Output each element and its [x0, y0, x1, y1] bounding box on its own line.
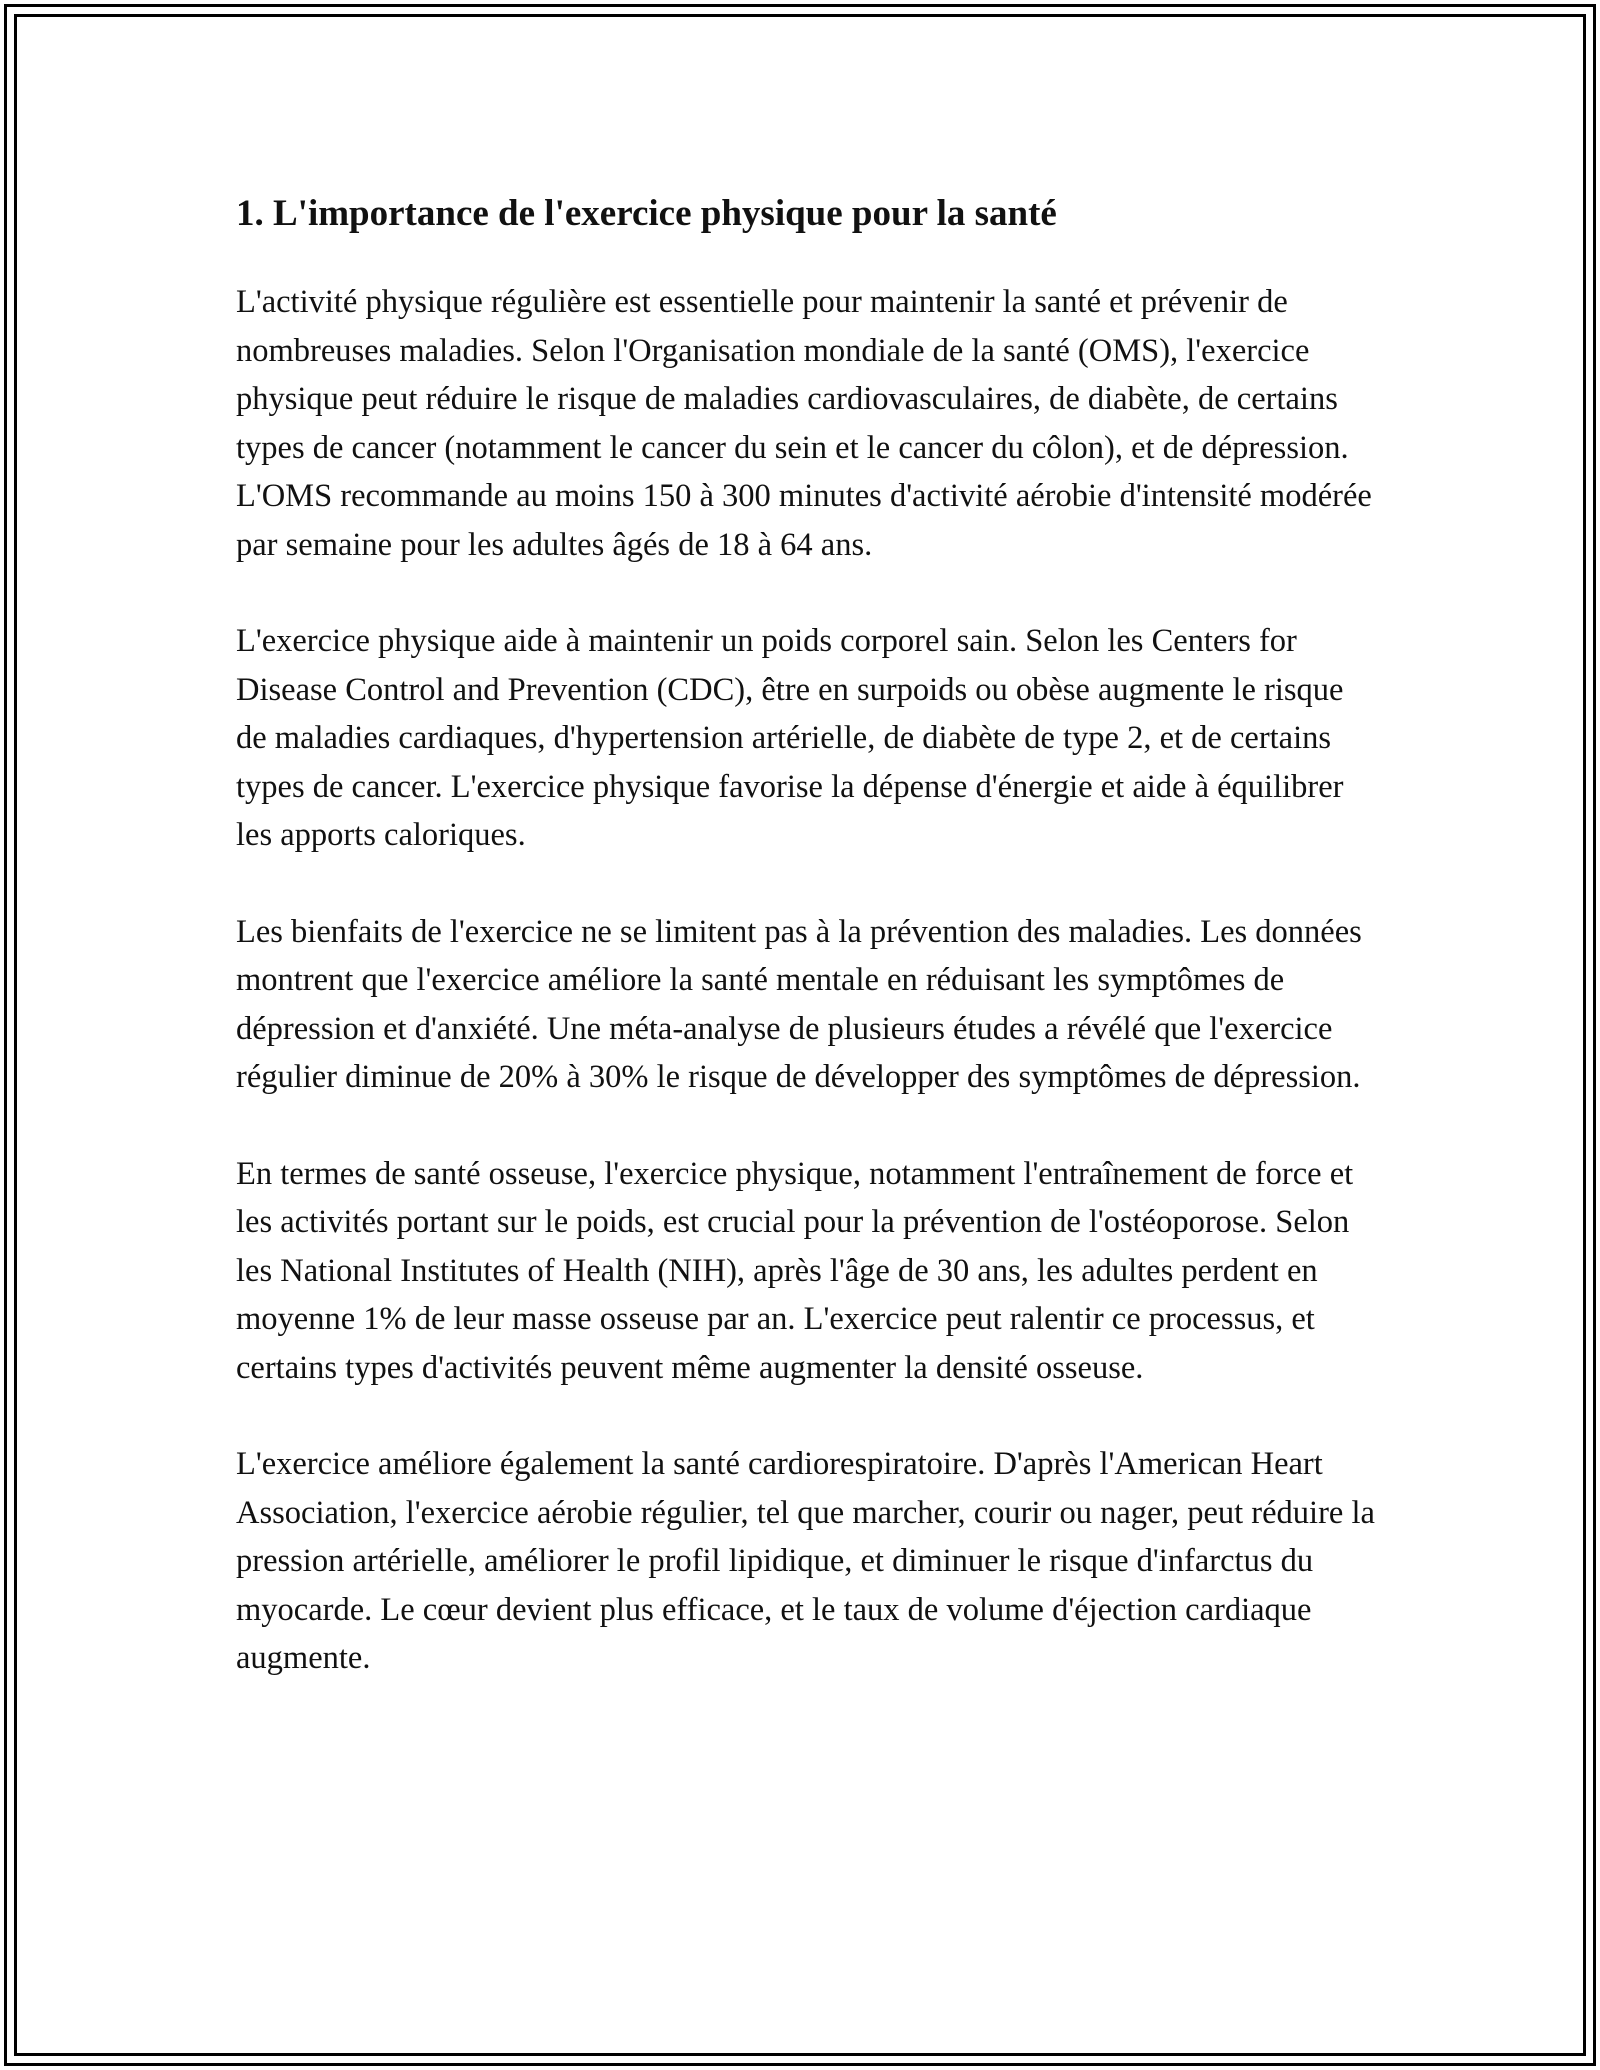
paragraph-2: L'exercice physique aide à maintenir un poids corporel sain. Selon les Centers for Disease Control and Prevention (CDC), être en surpoids ou obèse augmente le risque de maladies cardiaques, d'hypertension artérielle, de diabète de type 2, et de certains types de cancer. L'exercice physique favorise la dépense d'énergie et aide à équilibrer les apports caloriques.: [236, 623, 1344, 853]
section-heading: 1. L'importance de l'exercice physique pour la santé: [236, 193, 1057, 234]
paragraph-5: L'exercice améliore également la santé cardiorespiratoire. D'après l'American Heart Association, l'exercice aérobie régulier, tel que marcher, courir ou nager, peut réduire la pression artérielle, améliorer le profil lipidique, et diminuer le risque d'infarctus du myocarde. Le cœur devient plus efficace, et le taux de volume d'éjection cardiaque augmente.: [236, 1446, 1375, 1676]
paragraph-3: Les bienfaits de l'exercice ne se limitent pas à la prévention des maladies. Les données montrent que l'exercice améliore la santé mentale en réduisant les symptômes de dépression et d'anxiété. Une méta-analyse de plusieurs études a révélé que l'exercice régulier diminue de 20% à 30% le risque de développer des symptômes de dépression.: [236, 913, 1362, 1095]
document-body: [236, 190, 1380, 1731]
paragraph-4: En termes de santé osseuse, l'exercice physique, notamment l'entraînement de force et les activités portant sur le poids, est crucial pour la prévention de l'ostéoporose. Selon les National Institutes of Health (NIH), après l'âge de 30 ans, les adultes perdent en moyenne 1% de leur masse osseuse par an. L'exercice peut ralentir ce processus, et certains types d'activités peuvent même augmenter la densité osseuse.: [236, 1155, 1354, 1386]
paragraph-1: L'activité physique régulière est essentielle pour maintenir la santé et prévenir de nombreuses maladies. Selon l'Organisation mondiale de la santé (OMS), l'exercice physique peut réduire le risque de maladies cardiovasculaires, de diabète, de certains types de cancer (notamment le cancer du sein et le cancer du côlon), et de dépression. L'OMS recommande au moins 150 à 300 minutes d'activité aérobie d'intensité modérée par semaine pour les adultes âgés de 18 à 64 ans.: [236, 284, 1372, 563]
